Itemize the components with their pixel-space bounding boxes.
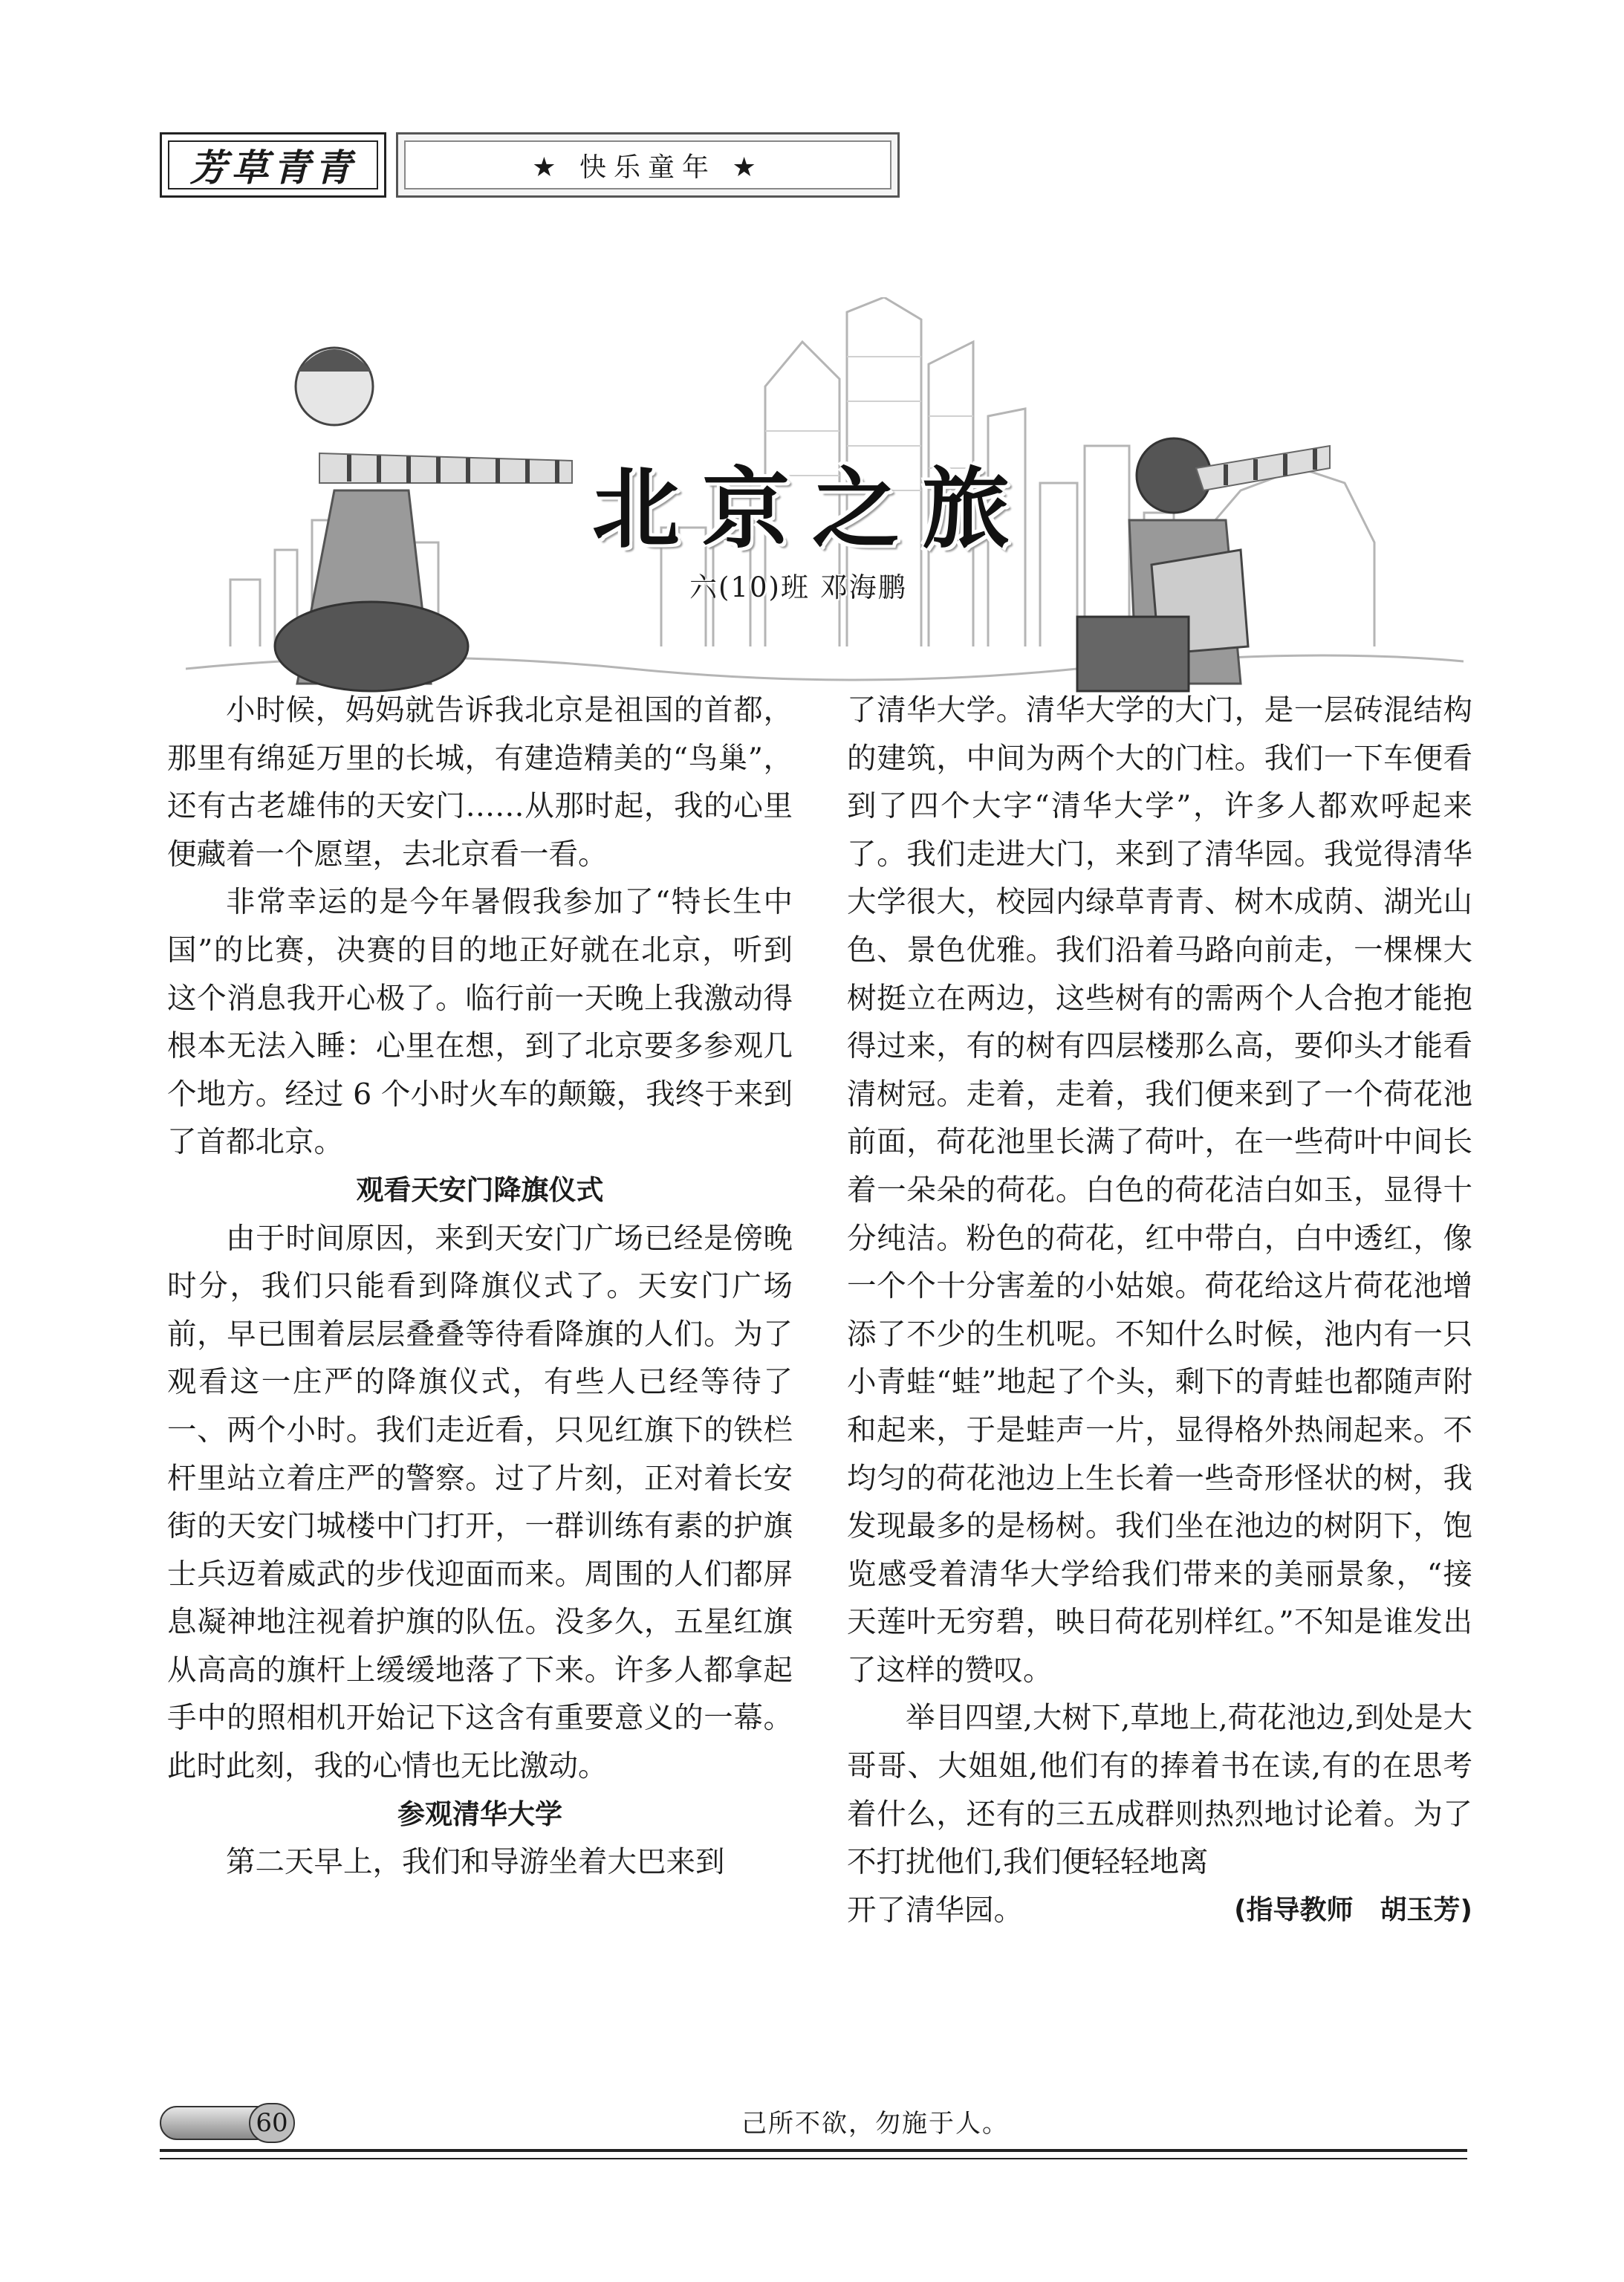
article-title: 北京之旅 bbox=[591, 457, 1032, 560]
page-number: 60 bbox=[249, 2103, 295, 2143]
section-name: ★ 快乐童年 ★ bbox=[404, 140, 891, 189]
section-name-box bbox=[396, 132, 900, 198]
teacher-signature: (指导教师 胡玉芳) bbox=[1234, 1894, 1472, 1925]
footer-motto: 己所不欲，勿施于人。 bbox=[741, 2109, 1009, 2139]
footer-rule-thin bbox=[160, 2158, 1467, 2159]
paragraph: 举目四望,大树下,草地上,荷花池边,到处是大哥哥、大姐姐,他们有的捧着书在读,有的在思考着什么，还有的三五成群则热烈地讨论着。为了不打扰他们,我们便轻轻地离 bbox=[847, 1701, 1472, 1880]
paragraph: 第二天早上，我们和导游坐着大巴来到 bbox=[226, 1845, 725, 1880]
footer-rule bbox=[160, 2149, 1467, 2152]
section-heading: 参观清华大学 bbox=[397, 1798, 562, 1830]
column-name-box bbox=[160, 132, 386, 198]
article-author: 六(10)班 邓海鹏 bbox=[689, 571, 907, 603]
paragraph: 非常幸运的是今年暑假我参加了“特长生中国”的比赛，决赛的目的地正好就在北京，听到这个消息我开心极了。临行前一天晚上我激动得根本无法入睡：心里在想，到了北京要多参观几个地方。经过 6 个小时火车的颠簸，我终于来到了首都北京。 bbox=[167, 885, 793, 1160]
section-heading: 观看天安门降旗仪式 bbox=[356, 1173, 604, 1206]
paragraph: 由于时间原因，来到天安门广场已经是傍晚时分，我们只能看到降旗仪式了。天安门广场前，早已围着层层叠叠等待看降旗的人们。为了观看这一庄严的降旗仪式，有些人已经等待了一、两个小时。我们走近看，只见红旗下的铁栏杆里站立着庄严的警察。过了片刻，正对着长安街的天安门城楼中门打开，一群训练有素的护旗士兵迈着威武的步伐迎面而来。周围的人们都屏息凝神地注视着护旗的队伍。没多久，五星红旗从高高的旗杆上缓缓地落了下来。许多人都拿起手中的照相机开始记下这含有重要意义的一幕。此时此刻，我的心情也无比激动。 bbox=[167, 1221, 793, 1784]
left-column bbox=[167, 687, 793, 1887]
paragraph: 了清华大学。清华大学的大门，是一层砖混结构的建筑，中间为两个大的门柱。我们一下车便看到了四个大字“清华大学”，许多人都欢呼起来了。我们走进大门，来到了清华园。我觉得清华大学很大，校园内绿草青青、树木成荫、湖光山色、景色优雅。我们沿着马路向前走，一棵棵大树挺立在两边，这些树有的需两个人合抱才能抱得过来，有的树有四层楼那么高，要仰头才能看清树冠。走着，走着，我们便来到了一个荷花池前面，荷花池里长满了荷叶，在一些荷叶中间长着一朵朵的荷花。白色的荷花洁白如玉，显得十分纯洁。粉色的荷花，红中带白，白中透红，像一个个十分害羞的小姑娘。荷花给这片荷花池增添了不少的生机呢。不知什么时候，池内有一只小青蛙“蛙”地起了个头，剩下的青蛙也都随声附和起来，于是蛙声一片，显得格外热闹起来。不均匀的荷花池边上生长着一些奇形怪状的树，我发现最多的是杨树。我们坐在池边的树阴下，饱览感受着清华大学给我们带来的美丽景象，“接天莲叶无穷碧，映日荷花别样红。”不知是谁发出了这样的赞叹。 bbox=[847, 693, 1472, 1688]
closing-line bbox=[847, 1887, 1472, 1935]
column-name: 芳草青青 bbox=[168, 140, 378, 189]
paragraph: 小时候，妈妈就告诉我北京是祖国的首都，那里有绵延万里的长城，有建造精美的“鸟巢”，还有古老雄伟的天安门……从那时起，我的心里便藏着一个愿望，去北京看一看。 bbox=[167, 693, 793, 872]
paragraph-end: 开了清华园。 bbox=[847, 1893, 1023, 1928]
right-column bbox=[847, 687, 1472, 1934]
